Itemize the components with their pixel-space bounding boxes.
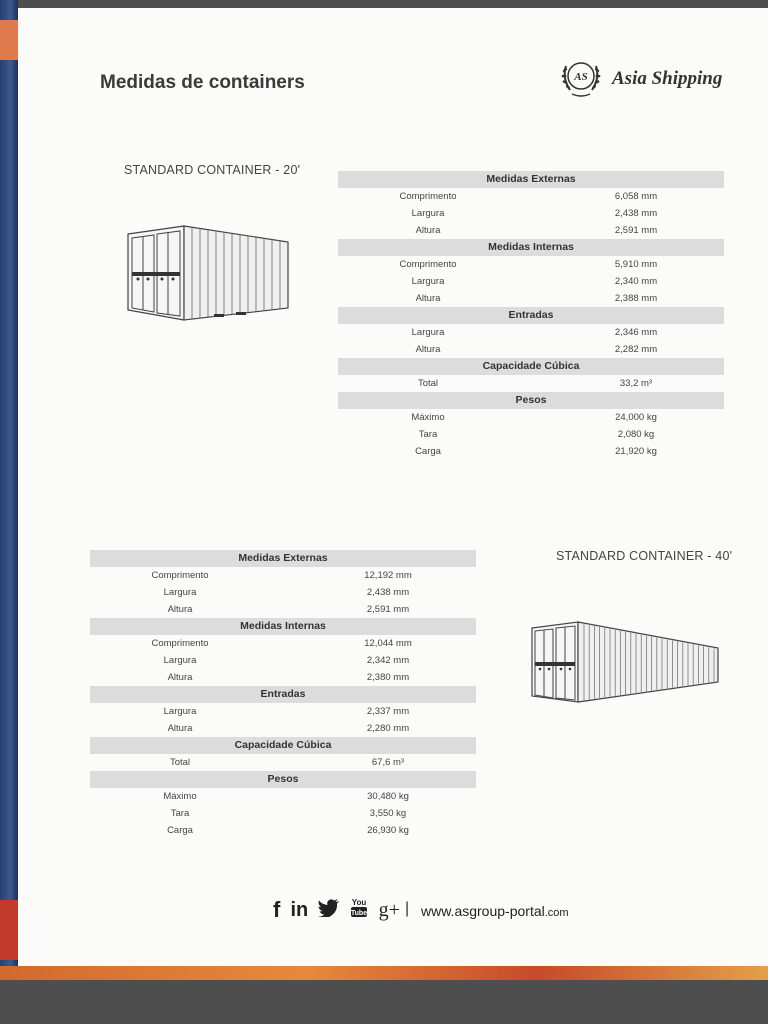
spec-value: 2,342 mm [366, 655, 410, 666]
linkedin-icon[interactable]: in [290, 898, 309, 921]
spec-value: 2,438 mm [614, 208, 658, 219]
spec-row [338, 375, 724, 392]
section-header: Medidas Internas [90, 618, 476, 635]
section-header: Medidas Internas [338, 239, 724, 256]
footer-separator: | [405, 900, 410, 917]
spec-value: 2,346 mm [614, 327, 658, 338]
caption-40ft: STANDARD CONTAINER - 40' [556, 549, 733, 563]
spec-value: 3,550 kg [369, 808, 407, 819]
spec-row [90, 567, 476, 584]
spec-label: Largura [411, 276, 445, 287]
container-20ft-illustration [126, 222, 292, 324]
spec-label: Comprimento [399, 259, 457, 270]
spec-label: Total [417, 378, 439, 389]
spec-row [338, 426, 724, 443]
binding-accent-bottom [0, 900, 18, 960]
section-header: Medidas Externas [90, 550, 476, 567]
spec-label: Altura [415, 225, 441, 236]
spec-row [90, 720, 476, 737]
spec-table-40ft [90, 550, 476, 839]
spec-value: 21,920 kg [615, 446, 657, 457]
spec-label: Carga [167, 825, 193, 836]
spec-label: Largura [163, 706, 197, 717]
spec-label: Comprimento [399, 191, 457, 202]
book-edge [0, 966, 768, 980]
page-title: Medidas de containers [100, 72, 305, 93]
caption-20ft: STANDARD CONTAINER - 20' [124, 163, 301, 177]
spec-label: Tara [170, 808, 190, 819]
spec-value: 67,6 m³ [371, 757, 405, 768]
spec-row [90, 652, 476, 669]
spec-value: 2,282 mm [614, 344, 658, 355]
spec-label: Comprimento [151, 638, 209, 649]
spec-value: 2,337 mm [366, 706, 410, 717]
spec-value: 12,192 mm [364, 570, 412, 581]
spec-value: 2,591 mm [366, 604, 410, 615]
spec-row [338, 273, 724, 290]
section-header: Capacidade Cúbica [338, 358, 724, 375]
spec-value: 33,2 m³ [619, 378, 653, 389]
section-header: Pesos [338, 392, 724, 409]
spec-row [90, 635, 476, 652]
spec-row [90, 788, 476, 805]
spec-table-20ft [338, 171, 724, 460]
spec-label: Largura [411, 327, 445, 338]
twitter-icon[interactable] [318, 897, 340, 923]
spec-value: 24,000 kg [615, 412, 657, 423]
svg-text:You: You [352, 898, 367, 908]
youtube-icon[interactable] [350, 896, 368, 924]
binding-accent [0, 20, 18, 60]
spec-row [338, 290, 724, 307]
section-header: Pesos [90, 771, 476, 788]
spec-row [90, 822, 476, 839]
spec-value: 2,080 kg [617, 429, 655, 440]
google-plus-icon[interactable]: g+ [378, 898, 400, 921]
spec-label: Máximo [411, 412, 445, 423]
spec-value: 2,380 mm [366, 672, 410, 683]
spec-label: Altura [167, 604, 193, 615]
section-header: Entradas [90, 686, 476, 703]
spec-value: 30,480 kg [367, 791, 409, 802]
spec-row [338, 188, 724, 205]
spec-row [90, 601, 476, 618]
spec-value: 6,058 mm [614, 191, 658, 202]
brochure-page [18, 8, 768, 966]
spec-value: 2,438 mm [366, 587, 410, 598]
spec-row [90, 669, 476, 686]
spec-row [338, 341, 724, 358]
url-tld: .com [544, 907, 569, 919]
spec-value: 26,930 kg [367, 825, 409, 836]
spec-label: Máximo [163, 791, 197, 802]
spec-label: Altura [415, 293, 441, 304]
spec-row [338, 324, 724, 341]
spec-label: Altura [167, 672, 193, 683]
brand-name: Asia Shipping [612, 68, 723, 89]
spec-label: Largura [163, 587, 197, 598]
spec-row [338, 205, 724, 222]
container-40ft-illustration [530, 618, 720, 708]
spec-row [90, 805, 476, 822]
spec-label: Comprimento [151, 570, 209, 581]
spec-row [90, 703, 476, 720]
spec-row [338, 409, 724, 426]
spec-label: Largura [163, 655, 197, 666]
spec-row [338, 256, 724, 273]
spec-row [90, 754, 476, 771]
spec-label: Carga [415, 446, 441, 457]
page-footer [273, 896, 593, 926]
spec-row [90, 584, 476, 601]
section-header: Medidas Externas [338, 171, 724, 188]
spec-row [338, 222, 724, 239]
logo-initials: AS [574, 71, 588, 83]
spec-value: 2,388 mm [614, 293, 658, 304]
facebook-icon[interactable]: f [273, 897, 281, 923]
spec-label: Altura [167, 723, 193, 734]
book-binding [0, 0, 18, 980]
spec-row [338, 443, 724, 460]
spec-value: 2,591 mm [614, 225, 658, 236]
section-header: Entradas [338, 307, 724, 324]
spec-label: Tara [418, 429, 438, 440]
brand-logo [558, 56, 758, 100]
spec-label: Altura [415, 344, 441, 355]
spec-value: 2,280 mm [366, 723, 410, 734]
spec-value: 2,340 mm [614, 276, 658, 287]
section-header: Capacidade Cúbica [90, 737, 476, 754]
social-icons [273, 896, 404, 924]
spec-value: 5,910 mm [614, 259, 658, 270]
svg-text:Tube: Tube [351, 910, 368, 918]
laurel-emblem-icon [558, 56, 604, 100]
spec-label: Total [169, 757, 191, 768]
spec-value: 12,044 mm [364, 638, 412, 649]
url-main: www.asgroup-portal [421, 903, 545, 919]
spec-label: Largura [411, 208, 445, 219]
website-link[interactable] [421, 903, 569, 919]
